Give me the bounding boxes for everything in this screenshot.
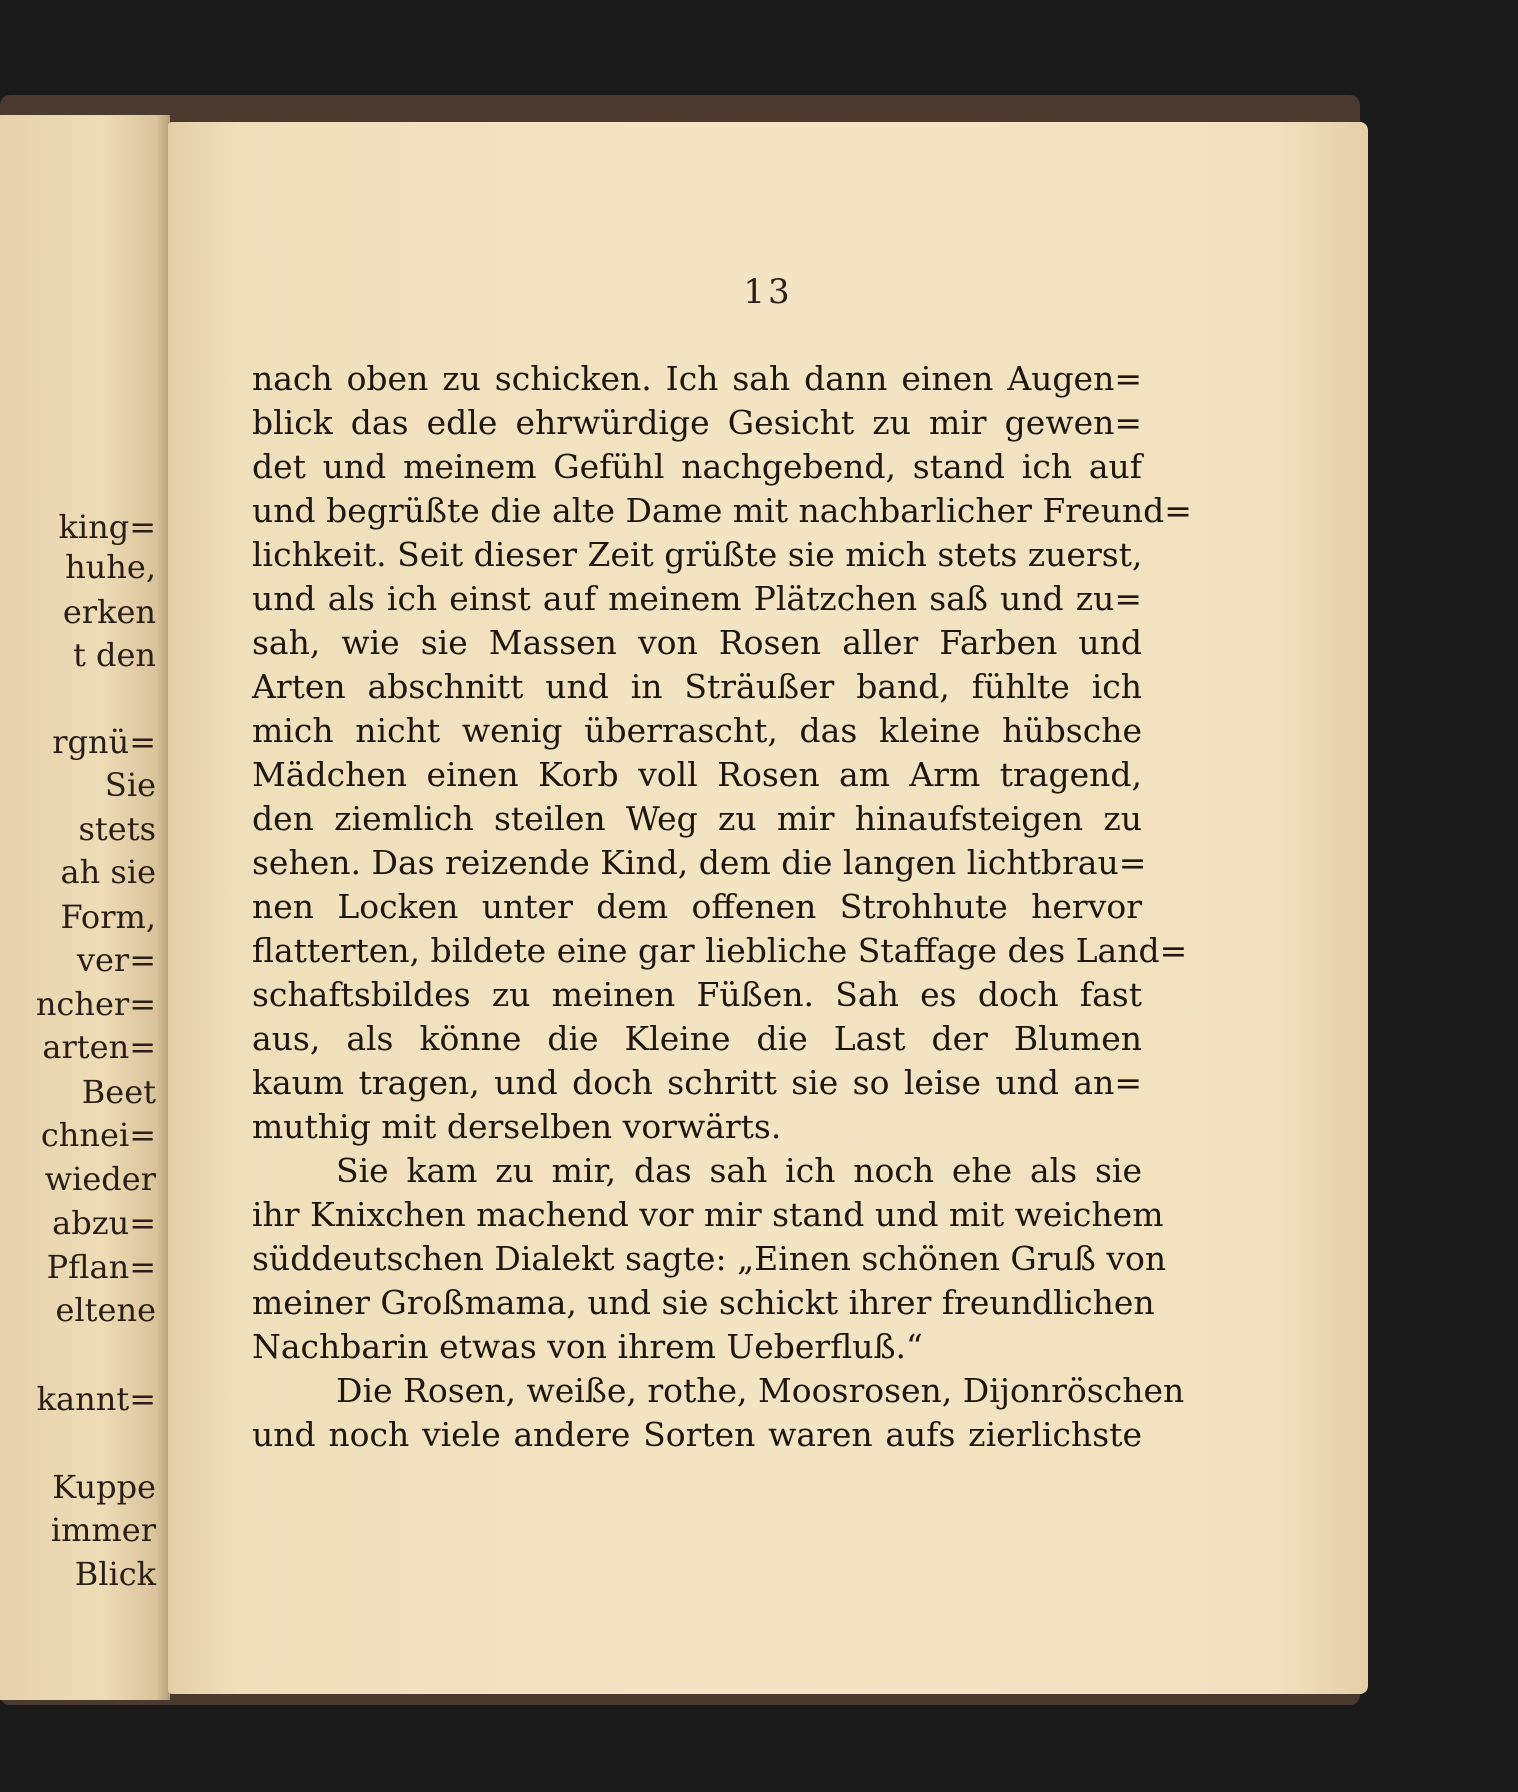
left-fragment: erken	[62, 593, 156, 631]
left-fragment: kannt=	[36, 1380, 156, 1418]
text-line: flatterten, bildete eine gar liebliche Staffage des Land=	[252, 931, 1188, 970]
right-page	[168, 122, 1368, 1694]
text-line: nen Locken unter dem offenen Strohhute hervor	[252, 887, 1142, 926]
text-line: und noch viele andere Sorten waren aufs zierlichste	[252, 1415, 1142, 1454]
left-fragment: ver=	[76, 941, 156, 979]
text-line: und als ich einst auf meinem Plätzchen saß und zu=	[252, 579, 1142, 618]
text-line: Sie kam zu mir, das sah ich noch ehe als sie	[336, 1151, 1142, 1190]
text-line: kaum tragen, und doch schritt sie so leise und an=	[252, 1063, 1142, 1102]
left-fragment: stets	[78, 810, 156, 848]
left-fragment: wieder	[44, 1160, 156, 1198]
text-line: blick das edle ehrwürdige Gesicht zu mir gewen=	[252, 403, 1142, 442]
text-line: muthig mit derselben vorwärts.	[252, 1107, 782, 1146]
text-line: sah, wie sie Massen von Rosen aller Farben und	[252, 623, 1142, 662]
left-fragment: ncher=	[35, 985, 156, 1023]
text-line: Mädchen einen Korb voll Rosen am Arm tragend,	[252, 755, 1142, 794]
left-fragment: t den	[72, 636, 156, 674]
left-fragment: huhe,	[65, 548, 156, 586]
text-line: mich nicht wenig überrascht, das kleine hübsche	[252, 711, 1142, 750]
text-line: nach oben zu schicken. Ich sah dann einen Augen=	[252, 359, 1142, 398]
left-fragment: Form,	[60, 898, 156, 936]
text-line: meiner Großmama, und sie schickt ihrer freundlichen	[252, 1283, 1155, 1322]
text-line: Nachbarin etwas von ihrem Ueberfluß.“	[252, 1327, 923, 1366]
left-fragment: Beet	[81, 1073, 156, 1111]
body-text	[252, 357, 1192, 1457]
text-line: Arten abschnitt und in Sträußer band, fühlte ich	[252, 667, 1142, 706]
text-line: lichkeit. Seit dieser Zeit grüßte sie mich stets zuerst,	[252, 535, 1143, 574]
left-fragment: rgnü=	[52, 723, 156, 761]
text-line: det und meinem Gefühl nachgebend, stand ich auf	[252, 447, 1142, 486]
text-line: Die Rosen, weiße, rothe, Moosrosen, Dijonröschen	[336, 1371, 1185, 1410]
text-line: aus, als könne die Kleine die Last der Blumen	[252, 1019, 1142, 1058]
left-fragment: Blick	[74, 1555, 156, 1593]
left-fragment: Pflan=	[46, 1248, 156, 1286]
left-fragment: chnei=	[40, 1116, 156, 1154]
left-fragment: Kuppe	[52, 1468, 156, 1506]
text-line: schaftsbildes zu meinen Füßen. Sah es doch fast	[252, 975, 1142, 1014]
left-page	[0, 115, 170, 1700]
left-fragment: eltene	[55, 1291, 156, 1329]
left-fragment: immer	[50, 1511, 156, 1549]
text-line: und begrüßte die alte Dame mit nachbarlicher Freund=	[252, 491, 1192, 530]
left-fragment: abzu=	[52, 1204, 156, 1242]
text-line: süddeutschen Dialekt sagte: „Einen schönen Gruß von	[252, 1239, 1167, 1278]
page-number: 13	[743, 272, 793, 312]
left-fragment: arten=	[42, 1028, 156, 1066]
left-fragment: king=	[58, 508, 156, 546]
left-fragment: Sie	[104, 766, 156, 804]
text-line: sehen. Das reizende Kind, dem die langen lichtbrau=	[252, 843, 1147, 882]
left-fragment: ah sie	[60, 853, 156, 891]
text-line: den ziemlich steilen Weg zu mir hinaufsteigen zu	[252, 799, 1142, 838]
text-line: ihr Knixchen machend vor mir stand und mit weichem	[252, 1195, 1164, 1234]
